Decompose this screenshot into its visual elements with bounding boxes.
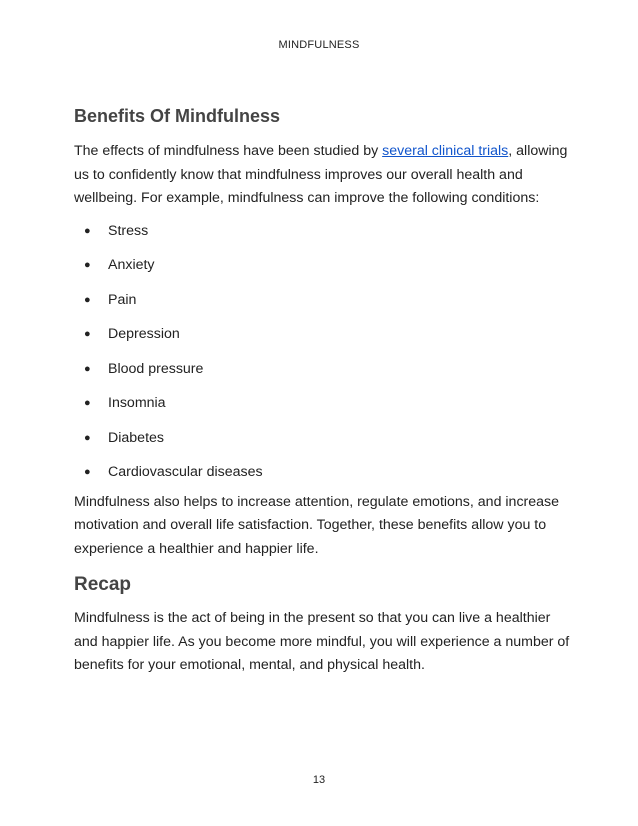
intro-text-after-link: , allowing us to confidently know that mindfulness improves our overall health and wellbeing. For example, mindfulness can improve the following conditions: bbox=[74, 143, 568, 206]
page-content bbox=[74, 104, 574, 678]
condition-label: Diabetes bbox=[108, 429, 164, 446]
bullet-icon: ● bbox=[84, 328, 91, 340]
bullet-icon: ● bbox=[84, 224, 91, 237]
list-item bbox=[84, 290, 574, 325]
list-item bbox=[84, 359, 574, 394]
condition-label: Stress bbox=[108, 222, 149, 239]
list-item bbox=[84, 324, 574, 359]
condition-label: Depression bbox=[108, 326, 180, 342]
list-item bbox=[84, 221, 574, 256]
list-item bbox=[84, 393, 574, 428]
bullet-icon: ● bbox=[84, 431, 91, 444]
condition-label: Blood pressure bbox=[108, 360, 204, 377]
bullet-icon: ● bbox=[84, 362, 91, 375]
intro-text-before-link: The effects of mindfulness have been studied by bbox=[74, 143, 383, 159]
clinical-trials-link[interactable]: several clinical trials bbox=[382, 143, 509, 159]
condition-label: Anxiety bbox=[108, 257, 155, 273]
conditions-list bbox=[74, 221, 574, 497]
benefits-heading: Benefits Of Mindfulness bbox=[74, 106, 281, 126]
list-item bbox=[84, 255, 574, 290]
benefits-intro-paragraph bbox=[74, 140, 574, 211]
benefits-closing-paragraph: Mindfulness also helps to increase attention, regulate emotions, and increase motivation and overall life satisfaction. Together, these benefits allow you to experience a healthier and happier life. bbox=[74, 493, 560, 557]
running-header: MINDFULNESS bbox=[278, 39, 360, 51]
bullet-icon: ● bbox=[84, 293, 91, 306]
recap-paragraph: Mindfulness is the act of being in the present so that you can live a healthier and happier life. As you become more mindful, you will experience a number of benefits for your emotional, mental, and physical health. bbox=[74, 610, 570, 673]
list-item bbox=[84, 428, 574, 463]
bullet-icon: ● bbox=[84, 259, 91, 271]
condition-label: Insomnia bbox=[108, 395, 166, 411]
bullet-icon: ● bbox=[84, 466, 91, 478]
recap-heading: Recap bbox=[74, 574, 132, 595]
page-number: 13 bbox=[312, 774, 326, 786]
condition-label: Pain bbox=[108, 291, 137, 308]
condition-label: Cardiovascular diseases bbox=[108, 464, 263, 480]
bullet-icon: ● bbox=[84, 397, 91, 409]
